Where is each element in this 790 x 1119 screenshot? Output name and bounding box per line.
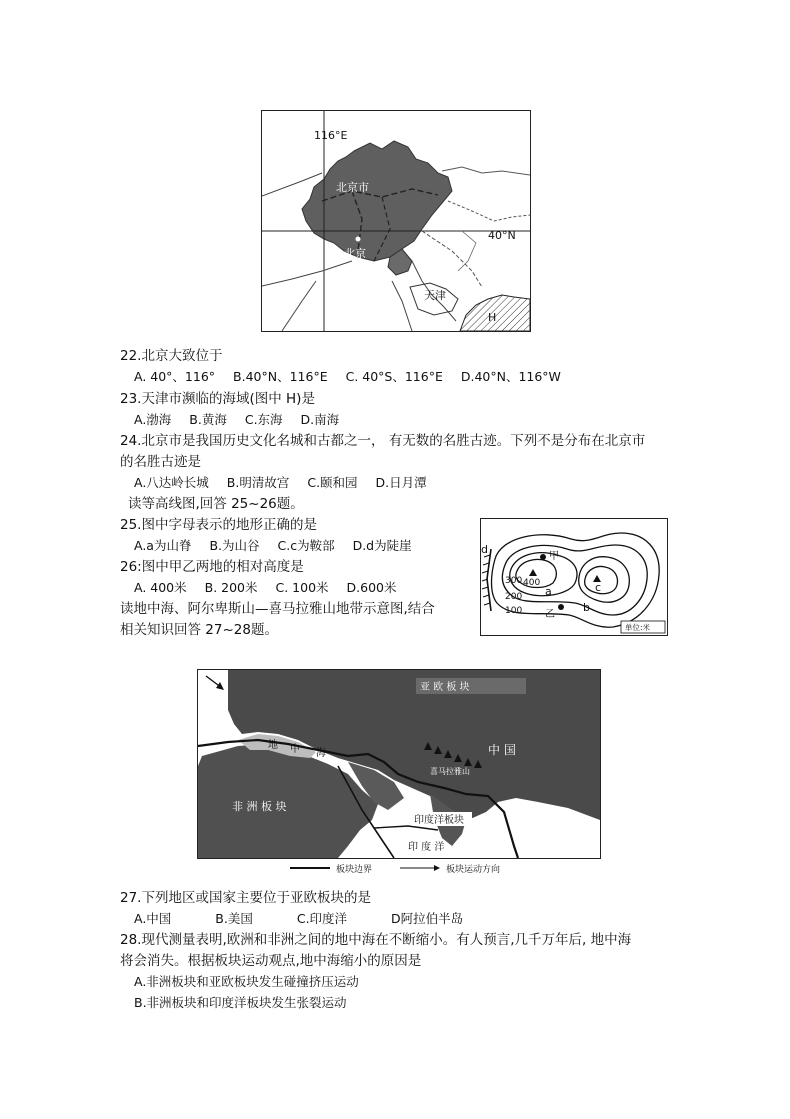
q26-option-b: B. 200米	[204, 580, 258, 595]
q28-option-b: B.非洲板块和印度洋板块发生张裂运动	[134, 995, 347, 1010]
q22-option-b: B.40°N、116°E	[233, 369, 328, 384]
q25-options	[134, 536, 426, 556]
legend-motion: 板块运动方向	[446, 865, 501, 875]
himalaya-label: 喜马拉雅山	[430, 767, 470, 776]
letter-a: a	[545, 585, 552, 598]
q26-option-a: A. 400米	[134, 580, 187, 595]
plate-map-figure	[198, 670, 600, 858]
q27-option-b: B.美国	[215, 911, 253, 926]
beijing-capital-label: 北京	[344, 247, 366, 260]
q24-option-b: B.明清故宫	[226, 475, 290, 490]
q23-option-b: B.黄海	[189, 412, 227, 427]
contour-label-300: 300	[505, 576, 523, 586]
longitude-label: 116°E	[314, 129, 348, 142]
sea-h-label: H	[488, 311, 497, 324]
letter-d: d	[481, 543, 488, 556]
q23-option-d: D.南海	[300, 412, 340, 427]
q24-option-a: A.八达岭长城	[134, 475, 209, 490]
plate-intro-line2: 相关知识回答 27~28题。	[120, 622, 278, 638]
letter-b: b	[583, 601, 590, 614]
sea-char-3: 海	[316, 748, 326, 759]
china-label: 中 国	[488, 743, 516, 757]
contour-label-400: 400	[523, 578, 541, 588]
eurasian-plate-label: 亚 欧 板 块	[420, 682, 470, 693]
q25-stem: 25.图中字母表示的地形正确的是	[120, 517, 317, 533]
point-jia-label: 甲	[549, 551, 559, 562]
plate-map	[197, 669, 601, 859]
q22-stem: 22.北京大致位于	[120, 348, 223, 364]
q25-option-d: D.d为陡崖	[352, 538, 412, 553]
capital-dot	[356, 237, 361, 242]
q26-stem: 26:图中甲乙两地的相对高度是	[120, 559, 304, 575]
q25-option-c: C.c为鞍部	[277, 538, 335, 553]
plate-intro-line1: 读地中海、阿尔卑斯山—喜马拉雅山地带示意图,结合	[120, 601, 435, 617]
point-yi-dot	[558, 604, 564, 610]
q28-stem-line1: 28.现代测量表明,欧洲和非洲之间的地中海在不断缩小。有人预言,几千万年后, 地中海	[120, 932, 632, 948]
contour-intro: 读等高线图,回答 25~26题。	[128, 496, 304, 512]
legend-boundary: 板块边界	[336, 865, 373, 875]
q22-options	[134, 367, 575, 387]
beijing-city-label: 北京市	[336, 181, 369, 194]
point-yi-label: 乙	[545, 609, 555, 620]
contour-map-figure	[481, 519, 667, 635]
q25-option-a: A.a为山脊	[134, 538, 192, 553]
q27-options	[134, 909, 477, 929]
sea-char-2: 中	[290, 744, 300, 755]
contour-unit: 单位:米	[625, 623, 651, 632]
latitude-label: 40°N	[488, 229, 516, 242]
q26-option-d: D.600米	[346, 580, 397, 595]
q24-stem-line2: 的名胜古迹是	[120, 454, 201, 470]
peak-a-marker	[529, 569, 537, 576]
q24-option-c: C.颐和园	[307, 475, 358, 490]
q27-stem: 27.下列地区或国家主要位于亚欧板块的是	[120, 890, 371, 906]
sea-char-1: 地	[268, 740, 278, 751]
q25-option-b: B.为山谷	[209, 538, 260, 553]
q23-option-c: C.东海	[244, 412, 283, 427]
q23-options	[134, 410, 353, 430]
q23-option-a: A.渤海	[134, 412, 172, 427]
contour-label-200: 200	[505, 592, 523, 602]
letter-c: c	[595, 581, 602, 594]
q24-stem-line1: 24.北京市是我国历史文化名城和古都之一， 有无数的名胜古迹。下列不是分布在北京市	[120, 433, 646, 449]
q23-stem: 23.天津市濒临的海域(图中 H)是	[120, 391, 315, 407]
q27-option-d: D阿拉伯半岛	[391, 911, 464, 926]
q22-option-d: D.40°N、116°W	[460, 369, 561, 384]
tianjin-label: 天津	[424, 289, 446, 302]
beijing-map	[261, 110, 531, 332]
q27-option-c: C.印度洋	[296, 911, 348, 926]
q22-option-c: C. 40°S、116°E	[345, 369, 443, 384]
q22-option-a: A. 40°、116°	[134, 369, 216, 384]
q24-option-d: D.日月潭	[375, 475, 427, 490]
contour-label-100: 100	[505, 606, 523, 616]
contour-map	[480, 518, 668, 636]
indian-plate-label: 印度洋板块	[414, 815, 464, 826]
q26-option-c: C. 100米	[275, 580, 329, 595]
q24-options	[134, 473, 441, 493]
q26-options	[134, 578, 411, 598]
beijing-map-figure	[262, 111, 530, 331]
african-plate-label: 非 洲 板 块	[232, 800, 287, 813]
plate-legend	[290, 860, 520, 876]
indian-ocean-label: 印 度 洋	[408, 842, 445, 853]
q28-option-a: A.非洲板块和亚欧板块发生碰撞挤压运动	[134, 974, 359, 989]
q27-option-a: A.中国	[134, 911, 172, 926]
point-jia-dot	[540, 554, 546, 560]
q28-stem-line2: 将会消失。根据板块运动观点,地中海缩小的原因是	[120, 953, 422, 969]
